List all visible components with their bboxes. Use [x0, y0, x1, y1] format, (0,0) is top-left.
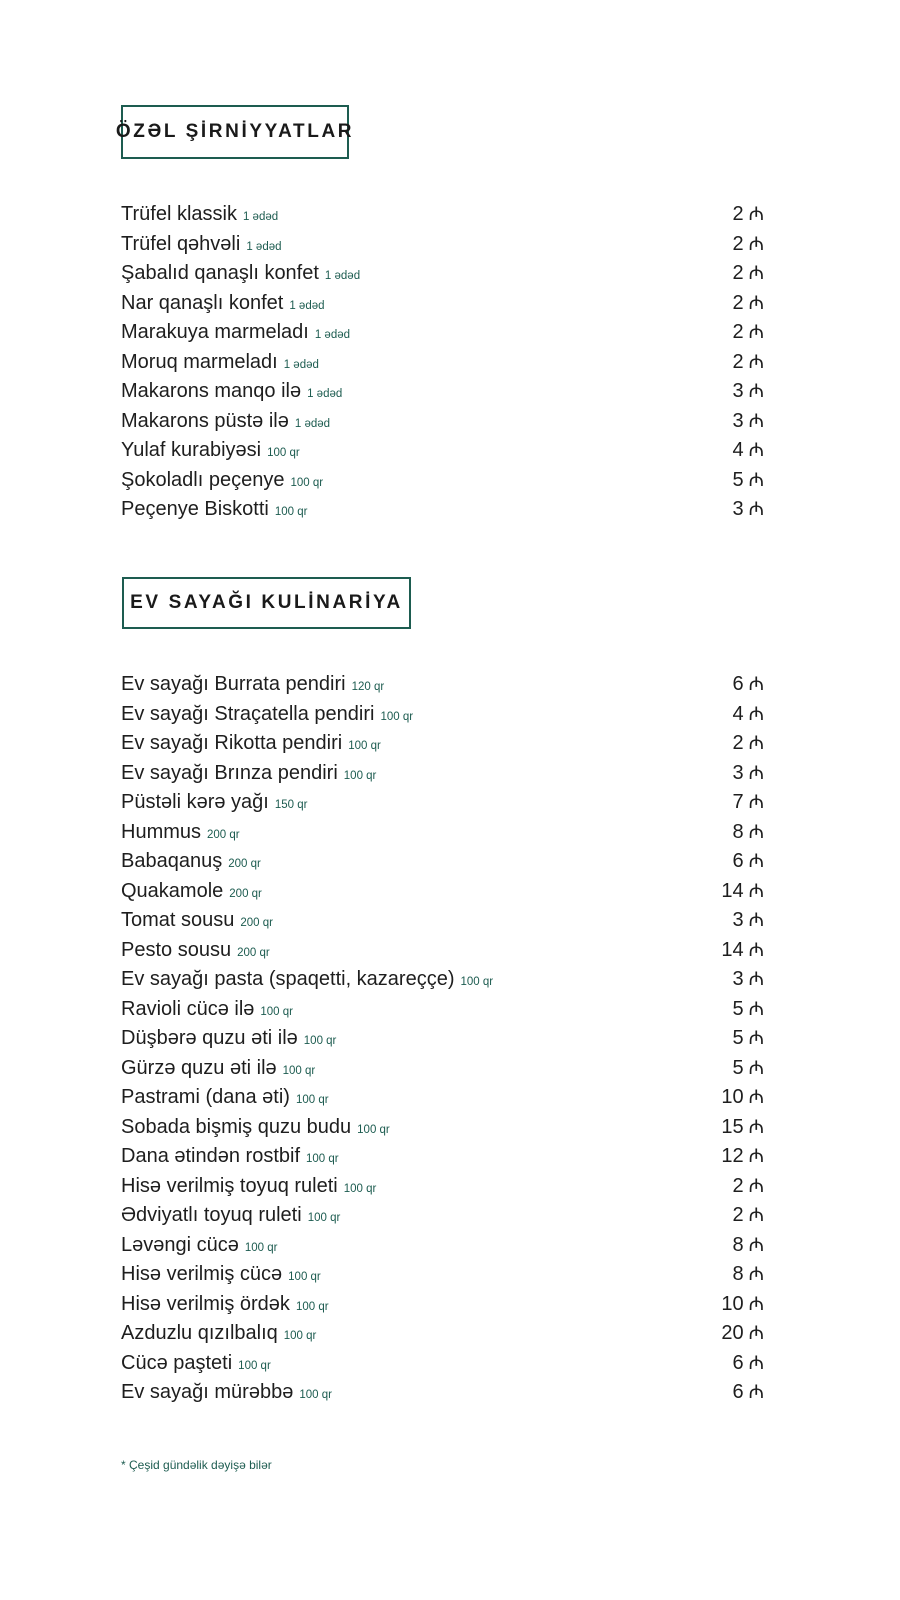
- manat-currency-icon: ₼: [748, 1028, 764, 1049]
- menu-item: [121, 407, 764, 437]
- menu-item-portion: 120 qr: [351, 681, 385, 693]
- menu-item-price: [732, 965, 764, 991]
- section-title-homemade-culinary: EV SAYAĞI KULİNARİYA: [122, 577, 411, 629]
- menu-item-price: [721, 1319, 764, 1345]
- menu-item-portion: 200 qr: [240, 917, 273, 929]
- menu-item-name: Makarons manqo ilə: [121, 380, 302, 402]
- menu-item-description: [121, 968, 493, 991]
- manat-currency-icon: ₼: [748, 1057, 764, 1079]
- menu-item-portion: 100 qr: [267, 447, 300, 459]
- price-value: 2: [732, 732, 744, 754]
- menu-item-description: [121, 1116, 390, 1139]
- price-value: 5: [732, 468, 744, 491]
- manat-currency-icon: ₼: [748, 1146, 764, 1167]
- manat-currency-icon: ₼: [748, 1087, 764, 1108]
- menu-item-name: Gürzə quzu əti ilə: [121, 1056, 277, 1079]
- menu-item-price: [732, 818, 764, 844]
- manat-currency-icon: ₼: [748, 733, 764, 754]
- menu-item-price: [732, 1201, 764, 1227]
- manat-currency-icon: ₼: [748, 233, 764, 255]
- menu-item: [121, 1260, 764, 1290]
- menu-item-description: [121, 1057, 315, 1080]
- menu-item-portion: 100 qr: [306, 1153, 339, 1165]
- menu-item-portion: 100 qr: [295, 1300, 329, 1313]
- menu-item-name: Ev sayağı mürəbbə: [121, 1381, 294, 1403]
- menu-item-description: [121, 1234, 277, 1257]
- menu-item-portion: 100 qr: [307, 1212, 341, 1224]
- menu-item-price: [732, 1172, 764, 1198]
- menu-item-price: [732, 230, 764, 256]
- menu-item-description: [121, 703, 413, 726]
- menu-item: [121, 1024, 764, 1054]
- price-value: 3: [732, 409, 744, 432]
- manat-currency-icon: ₼: [748, 969, 764, 990]
- manat-currency-icon: ₼: [748, 851, 764, 872]
- menu-item-description: [121, 351, 319, 374]
- menu-item-name: Ev sayağı Straçatella pendiri: [121, 702, 375, 725]
- menu-item: [121, 348, 764, 378]
- menu-item-portion: 200 qr: [228, 858, 261, 870]
- menu-item-price: [721, 1142, 764, 1168]
- menu-item-description: [121, 791, 307, 814]
- menu-item-description: [121, 233, 282, 256]
- menu-item-price: [732, 407, 764, 433]
- manat-currency-icon: ₼: [748, 821, 764, 843]
- menu-item-name: Hisə verilmiş cücə: [121, 1263, 283, 1285]
- menu-item-name: Sobada bişmiş quzu budu: [121, 1115, 352, 1138]
- manat-currency-icon: ₼: [748, 204, 764, 225]
- menu-item: [121, 318, 764, 348]
- menu-item-name: Trüfel qəhvəli: [121, 232, 241, 255]
- menu-item-description: [121, 469, 323, 492]
- menu-item-price: [732, 729, 764, 755]
- manat-currency-icon: ₼: [748, 792, 764, 813]
- price-value: 4: [732, 702, 744, 725]
- menu-item-price: [732, 1024, 764, 1050]
- manat-currency-icon: ₼: [748, 1234, 764, 1256]
- menu-item-portion: 200 qr: [237, 946, 270, 959]
- menu-item-portion: 1 ədəd: [294, 417, 331, 430]
- menu-item-portion: 1 ədəd: [289, 299, 325, 312]
- menu-item-price: [732, 289, 764, 315]
- manat-currency-icon: ₼: [748, 263, 764, 284]
- menu-item-description: [121, 909, 273, 932]
- menu-item-description: [121, 1293, 329, 1316]
- menu-item: [121, 995, 764, 1025]
- menu-item: [121, 1172, 764, 1202]
- manat-currency-icon: ₼: [748, 1264, 764, 1285]
- price-value: 3: [732, 968, 744, 990]
- menu-item-price: [732, 466, 764, 492]
- price-value: 5: [732, 997, 744, 1020]
- price-value: 3: [732, 498, 744, 520]
- menu-item-portion: 100 qr: [290, 476, 324, 489]
- menu-item-name: Ev sayağı Rikotta pendiri: [121, 732, 343, 754]
- menu-item-description: [121, 203, 278, 226]
- menu-item-name: Hisə verilmiş ördək: [121, 1292, 290, 1315]
- menu-item-portion: 1 ədəd: [324, 270, 361, 282]
- menu-item-name: Ədviyatlı toyuq ruleti: [121, 1204, 302, 1226]
- section-items-special-sweets: [121, 200, 764, 525]
- menu-item-price: [721, 1290, 764, 1316]
- menu-item-portion: 100 qr: [357, 1123, 390, 1136]
- menu-item-name: Peçenye Biskotti: [121, 498, 269, 520]
- menu-item: [121, 289, 764, 319]
- menu-item-portion: 100 qr: [238, 1359, 271, 1372]
- menu-item-name: Şokoladlı peçenye: [121, 468, 285, 491]
- manat-currency-icon: ₼: [748, 1352, 764, 1374]
- manat-currency-icon: ₼: [748, 1323, 764, 1344]
- menu-item-price: [732, 906, 764, 932]
- menu-item-name: Hisə verilmiş toyuq ruleti: [121, 1174, 338, 1197]
- menu-item-price: [732, 1260, 764, 1286]
- menu-item-name: Nar qanaşlı konfet: [121, 291, 284, 314]
- menu-item-portion: 100 qr: [244, 1241, 278, 1254]
- menu-item-portion: 200 qr: [229, 887, 262, 900]
- price-value: 15: [721, 1115, 744, 1138]
- menu-item-price: [732, 348, 764, 374]
- manat-currency-icon: ₼: [748, 762, 764, 784]
- menu-item-description: [121, 1263, 321, 1286]
- manat-currency-icon: ₼: [748, 939, 764, 961]
- menu-item-price: [732, 847, 764, 873]
- manat-currency-icon: ₼: [748, 469, 764, 491]
- menu-item: [121, 200, 764, 230]
- menu-item-name: Düşbərə quzu əti ilə: [121, 1027, 298, 1049]
- menu-item: [121, 495, 764, 525]
- menu-item-price: [732, 670, 764, 696]
- manat-currency-icon: ₼: [748, 351, 764, 373]
- menu-item-name: Ev sayağı Burrata pendiri: [121, 673, 346, 695]
- menu-item: [121, 1290, 764, 1320]
- menu-item-name: Ləvəngi cücə: [121, 1233, 239, 1256]
- price-value: 5: [732, 1056, 744, 1079]
- price-value: 2: [732, 321, 744, 343]
- menu-item: [121, 1142, 764, 1172]
- menu-item-name: Quakamole: [121, 879, 224, 902]
- price-value: 14: [721, 879, 744, 902]
- price-value: 10: [721, 1086, 744, 1108]
- price-value: 10: [721, 1292, 744, 1315]
- menu-item-portion: 1 ədəd: [307, 388, 343, 400]
- menu-item: [121, 936, 764, 966]
- menu-item-portion: 100 qr: [380, 710, 414, 723]
- menu-item-description: [121, 292, 325, 315]
- section-title-special-sweets: ÖZƏL ŞİRNİYYATLAR: [121, 105, 349, 159]
- manat-currency-icon: ₼: [748, 1205, 764, 1226]
- menu-item: [121, 1201, 764, 1231]
- menu-item-description: [121, 821, 240, 844]
- menu-item: [121, 466, 764, 496]
- price-value: 20: [721, 1322, 744, 1344]
- manat-currency-icon: ₼: [748, 1382, 764, 1403]
- menu-item-portion: 100 qr: [343, 1182, 377, 1195]
- manat-currency-icon: ₼: [748, 674, 764, 695]
- price-value: 3: [732, 761, 744, 784]
- manat-currency-icon: ₼: [748, 910, 764, 931]
- menu-item-price: [732, 200, 764, 226]
- menu-item-price: [732, 1378, 764, 1404]
- menu-item: [121, 377, 764, 407]
- menu-item-name: Yulaf kurabiyəsi: [121, 439, 262, 461]
- section-items-homemade-culinary: [121, 670, 764, 1408]
- manat-currency-icon: ₼: [748, 1116, 764, 1138]
- menu-item: [121, 906, 764, 936]
- menu-item: [121, 1378, 764, 1408]
- menu-item-price: [732, 318, 764, 344]
- menu-item: [121, 436, 764, 466]
- menu-item-price: [732, 995, 764, 1021]
- price-value: 8: [732, 820, 744, 843]
- menu-item-description: [121, 762, 376, 785]
- menu-item: [121, 729, 764, 759]
- menu-item: [121, 818, 764, 848]
- menu-item-portion: 200 qr: [207, 828, 240, 841]
- menu-item-name: Ev sayağı pasta (spaqetti, kazareççe): [121, 968, 455, 990]
- menu-item-description: [121, 673, 384, 696]
- menu-item-name: Moruq marmeladı: [121, 350, 278, 373]
- menu-item-price: [732, 1349, 764, 1375]
- menu-item-description: [121, 1145, 339, 1168]
- menu-item-price: [732, 1231, 764, 1257]
- price-value: 6: [732, 673, 744, 695]
- price-value: 2: [732, 203, 744, 225]
- menu-item-price: [732, 259, 764, 285]
- menu-item-portion: 100 qr: [295, 1094, 329, 1106]
- menu-item-name: Marakuya marmeladı: [121, 321, 309, 343]
- menu-item-name: Makarons püstə ilə: [121, 409, 289, 432]
- menu-item-portion: 100 qr: [274, 506, 308, 518]
- menu-item-description: [121, 880, 262, 903]
- menu-item-price: [732, 700, 764, 726]
- menu-item-description: [121, 998, 293, 1021]
- manat-currency-icon: ₼: [748, 880, 764, 902]
- manat-currency-icon: ₼: [748, 1293, 764, 1315]
- menu-item: [121, 1083, 764, 1113]
- price-value: 8: [732, 1263, 744, 1285]
- menu-item-price: [721, 936, 764, 962]
- menu-item-name: Şabalıd qanaşlı konfet: [121, 262, 319, 284]
- menu-item-description: [121, 1322, 316, 1345]
- menu-item-name: Hummus: [121, 820, 202, 843]
- price-value: 12: [721, 1145, 744, 1167]
- menu-item: [121, 700, 764, 730]
- menu-item-portion: 100 qr: [282, 1064, 316, 1077]
- price-value: 4: [732, 439, 744, 461]
- menu-item-portion: 1 ədəd: [314, 329, 351, 341]
- price-value: 5: [732, 1027, 744, 1049]
- menu-item-price: [732, 436, 764, 462]
- menu-item-name: Azduzlu qızılbalıq: [121, 1322, 278, 1344]
- menu-item-portion: 100 qr: [288, 1271, 321, 1283]
- menu-item-portion: 100 qr: [348, 740, 381, 752]
- menu-item-portion: 100 qr: [460, 976, 494, 988]
- menu-item-name: Pastrami (dana əti): [121, 1086, 290, 1108]
- menu-item-price: [732, 759, 764, 785]
- price-value: 3: [732, 909, 744, 931]
- menu-item-name: Babaqanuş: [121, 850, 223, 872]
- menu-item: [121, 847, 764, 877]
- footnote: * Çeşid gündəlik dəyişə bilər: [121, 1458, 272, 1472]
- menu-item-price: [721, 1113, 764, 1139]
- menu-item-price: [732, 377, 764, 403]
- menu-item: [121, 1231, 764, 1261]
- menu-item-portion: 1 ədəd: [246, 240, 282, 253]
- menu-item-description: [121, 1204, 340, 1227]
- menu-item-portion: 100 qr: [299, 1389, 332, 1401]
- menu-item-description: [121, 1381, 332, 1404]
- menu-item-description: [121, 850, 261, 873]
- menu-item: [121, 788, 764, 818]
- menu-item-name: Püstəli kərə yağı: [121, 791, 269, 813]
- menu-item-portion: 100 qr: [303, 1035, 337, 1047]
- menu-item-description: [121, 1175, 376, 1198]
- menu-item-name: Tomat sousu: [121, 909, 235, 931]
- menu-item: [121, 1349, 764, 1379]
- menu-item-description: [121, 321, 350, 344]
- menu-item: [121, 1113, 764, 1143]
- menu-item: [121, 759, 764, 789]
- menu-item: [121, 670, 764, 700]
- price-value: 2: [732, 350, 744, 373]
- manat-currency-icon: ₼: [748, 1175, 764, 1197]
- price-value: 2: [732, 262, 744, 284]
- menu-item-name: Trüfel klassik: [121, 203, 237, 225]
- menu-item-portion: 100 qr: [260, 1005, 293, 1018]
- price-value: 6: [732, 1381, 744, 1403]
- menu-item: [121, 230, 764, 260]
- menu-item-description: [121, 732, 381, 755]
- menu-item: [121, 1319, 764, 1349]
- price-value: 6: [732, 1351, 744, 1374]
- manat-currency-icon: ₼: [748, 381, 764, 402]
- menu-item-description: [121, 262, 360, 285]
- price-value: 7: [732, 791, 744, 813]
- menu-item: [121, 965, 764, 995]
- price-value: 2: [732, 1204, 744, 1226]
- menu-item-price: [721, 877, 764, 903]
- menu-item-description: [121, 498, 307, 521]
- menu-item-price: [732, 495, 764, 521]
- price-value: 2: [732, 291, 744, 314]
- menu-item-portion: 100 qr: [343, 769, 377, 782]
- manat-currency-icon: ₼: [748, 410, 764, 432]
- menu-item: [121, 1054, 764, 1084]
- menu-item: [121, 877, 764, 907]
- menu-item-portion: 150 qr: [274, 799, 308, 811]
- menu-item-name: Pesto sousu: [121, 938, 232, 961]
- menu-item-description: [121, 380, 342, 403]
- manat-currency-icon: ₼: [748, 703, 764, 725]
- menu-item-description: [121, 939, 270, 962]
- menu-item-price: [732, 788, 764, 814]
- price-value: 6: [732, 850, 744, 872]
- menu-item-description: [121, 439, 300, 462]
- price-value: 3: [732, 380, 744, 402]
- menu-item: [121, 259, 764, 289]
- menu-item-description: [121, 1086, 329, 1109]
- menu-item-description: [121, 1027, 336, 1050]
- manat-currency-icon: ₼: [748, 998, 764, 1020]
- menu-item-description: [121, 410, 330, 433]
- menu-item-description: [121, 1352, 271, 1375]
- price-value: 8: [732, 1233, 744, 1256]
- menu-item-name: Dana ətindən rostbif: [121, 1145, 301, 1167]
- menu-item-portion: 1 ədəd: [283, 358, 319, 371]
- menu-item-name: Ravioli cücə ilə: [121, 997, 255, 1020]
- menu-item-portion: 100 qr: [283, 1330, 317, 1342]
- menu-item-name: Ev sayağı Brınza pendiri: [121, 761, 338, 784]
- menu-item-price: [721, 1083, 764, 1109]
- price-value: 2: [732, 1174, 744, 1197]
- price-value: 14: [721, 938, 744, 961]
- manat-currency-icon: ₼: [748, 322, 764, 343]
- menu-item-portion: 1 ədəd: [242, 211, 279, 223]
- menu-item-price: [732, 1054, 764, 1080]
- manat-currency-icon: ₼: [748, 440, 764, 461]
- menu-item-name: Cücə paşteti: [121, 1351, 233, 1374]
- manat-currency-icon: ₼: [748, 499, 764, 520]
- manat-currency-icon: ₼: [748, 292, 764, 314]
- price-value: 2: [732, 232, 744, 255]
